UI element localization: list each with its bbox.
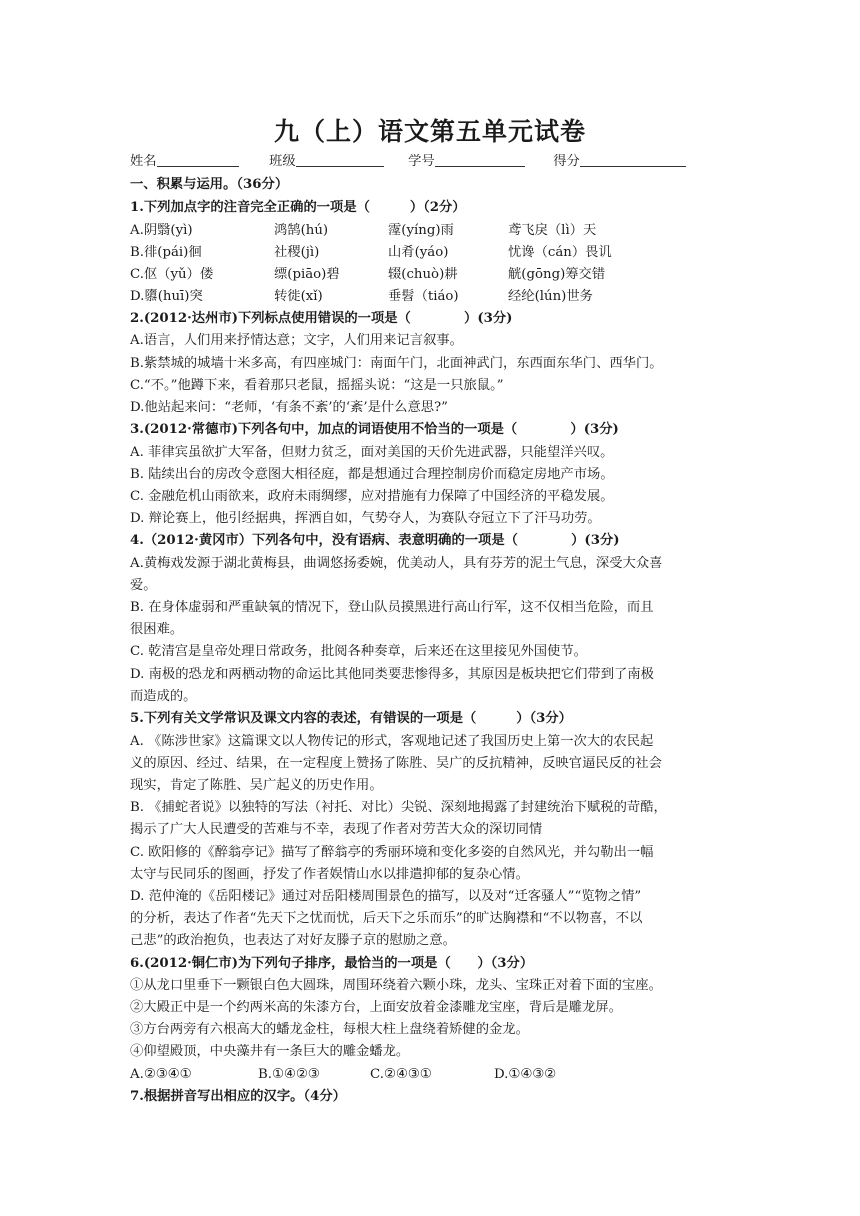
question-7-stem: 7.根据拼音写出相应的汉字。（4分） <box>130 1089 346 1104</box>
q1-option: B.徘(pái)徊 <box>130 245 202 260</box>
q1-option: 觥(gōng)筹交错 <box>508 267 606 282</box>
q1-option: 鸿鹄(hú) <box>274 223 329 238</box>
q5-line: 己悲”的政治抱负，也表达了对好友滕子京的慰励之意。 <box>130 933 456 948</box>
q6-sentence: ①从龙口里垂下一颗银白色大圆珠，周围环绕着六颗小珠，龙头、宝珠正对着下面的宝座。 <box>130 978 662 993</box>
question-1-stem: 1.下列加点字的注音完全正确的一项是（ ）（2分） <box>130 200 466 215</box>
q5-line: 太守与民同乐的图画，抒发了作者娱情山水以排遣抑郁的复杂心情。 <box>130 867 529 882</box>
q5-line: 义的原因、经过、结果，在一定程度上赞扬了陈胜、吴广的反抗精神，反映官逼民反的社会 <box>130 756 662 771</box>
q1-option: 霪(yíng)雨 <box>388 223 454 238</box>
q5-line: 现实，肯定了陈胜、吴广起义的历史作用。 <box>130 778 383 793</box>
q5-line: C. 欧阳修的《醉翁亭记》描写了醉翁亭的秀丽环境和变化多姿的自然风光，并勾勒出一幅 <box>130 845 654 860</box>
q1-option: 山肴(yáo) <box>388 245 449 260</box>
name-label: 姓名 <box>130 154 157 169</box>
q5-line: A. 《陈涉世家》这篇课文以人物传记的形式，客观地记述了我国历史上第一次大的农民起 <box>130 734 654 749</box>
q5-line: B. 《捕蛇者说》以独特的写法（衬托、对比）尖锐、深刻地揭露了封建统治下赋税的苛酷， <box>130 800 667 815</box>
q2-option: D.他站起来问：“老师，‘有条不紊’的‘紊’是什么意思?” <box>130 400 448 415</box>
q2-option: C.“不。”他蹲下来，看着那只老鼠，摇摇头说：“这是一只旅鼠。” <box>130 378 504 393</box>
q4-line: 很困难。 <box>130 622 184 637</box>
q1-option: 辍(chuò)耕 <box>388 267 458 282</box>
q1-option: A.阴翳(yì) <box>130 223 193 238</box>
q6-sentence: ④仰望殿顶，中央藻井有一条巨大的雕金蟠龙。 <box>130 1044 410 1059</box>
question-4-stem: 4.（2012·黄冈市）下列各句中，没有语病、表意明确的一项是（ ）(3分) <box>130 533 620 548</box>
class-label: 班级 <box>269 154 296 169</box>
q1-option: 忧谗（cán）畏讥 <box>508 245 612 260</box>
q2-option: B.紫禁城的城墙十米多高，有四座城门：南面午门，北面神武门，东西面东华门、西华门。 <box>130 356 663 371</box>
q1-option: D.隳(huī)突 <box>130 289 203 304</box>
q4-line: C. 乾清宫是皇帝处理日常政务，批阅各种奏章，后来还在这里接见外国使节。 <box>130 644 587 659</box>
q6-choice: C.②④③① <box>370 1067 432 1082</box>
question-6-stem: 6.(2012·铜仁市)为下列句子排序，最恰当的一项是（ ）（3分） <box>130 956 534 971</box>
q3-option: A. 菲律宾虽欲扩大军备，但财力贫乏，面对美国的天价先进武器，只能望洋兴叹。 <box>130 445 614 460</box>
q4-line: 爱。 <box>130 578 157 593</box>
q4-line: A.黄梅戏发源于湖北黄梅县，曲调悠扬委婉，优美动人，具有芬芳的泥土气息，深受大众喜 <box>130 556 663 571</box>
q1-option: 缥(piāo)碧 <box>274 267 340 282</box>
q4-line: 而造成的。 <box>130 689 197 704</box>
score-label: 得分 <box>553 154 580 169</box>
question-2-stem: 2.(2012·达州市)下列标点使用错误的一项是（ ）(3分) <box>130 311 513 326</box>
q6-sentence: ③方台两旁有六根高大的蟠龙金柱，每根大柱上盘绕着矫健的金龙。 <box>130 1022 529 1037</box>
q6-sentence: ②大殿正中是一个约两米高的朱漆方台，上面安放着金漆雕龙宝座，背后是雕龙屏。 <box>130 1000 622 1015</box>
q1-option: C.伛（yǔ）偻 <box>130 267 214 282</box>
q1-option: 社稷(jì) <box>274 245 320 260</box>
name-field[interactable] <box>157 152 239 167</box>
id-label: 学号 <box>408 154 435 169</box>
q1-option: 鸢飞戾（lì）天 <box>508 223 597 238</box>
q4-line: B. 在身体虚弱和严重缺氧的情况下，登山队员摸黑进行高山行军，这不仅相当危险，而且 <box>130 600 654 615</box>
q5-line: 揭示了广大人民遭受的苦难与不幸，表现了作者对劳苦大众的深切同情 <box>130 822 543 837</box>
q2-option: A.语言，人们用来抒情达意；文字，人们用来记言叙事。 <box>130 333 463 348</box>
q5-line: D. 范仲淹的《岳阳楼记》通过对岳阳楼周围景色的描写，以及对“迁客骚人”“览物之情” <box>130 889 642 904</box>
q3-option: D. 辩论赛上，他引经据典，挥洒自如，气势夺人，为赛队夺冠立下了汗马功劳。 <box>130 511 601 526</box>
id-field[interactable] <box>435 152 525 167</box>
q1-option: 垂髫（tiáo) <box>388 289 459 304</box>
q1-option: 经纶(lún)世务 <box>508 289 593 304</box>
q6-choice: A.②③④① <box>130 1067 192 1082</box>
q3-option: C. 金融危机山雨欲来，政府未雨绸缪，应对措施有力保障了中国经济的平稳发展。 <box>130 489 614 504</box>
q6-choice: B.①④②③ <box>258 1067 320 1082</box>
q6-choice: D.①④③② <box>494 1067 557 1082</box>
q1-option: 转徙(xǐ) <box>274 289 323 304</box>
question-5-stem: 5.下列有关文学常识及课文内容的表述，有错误的一项是（ ）（3分） <box>130 711 572 726</box>
class-field[interactable] <box>296 152 384 167</box>
q3-option: B. 陆续出台的房改令意图大相径庭，都是想通过合理控制房价而稳定房地产市场。 <box>130 467 614 482</box>
score-field[interactable] <box>580 152 686 167</box>
page-title: 九（上）语文第五单元试卷 <box>273 117 586 146</box>
student-info-row <box>130 152 686 172</box>
section-heading: 一、积累与运用。（36分） <box>130 177 289 192</box>
q5-line: 的分析，表达了作者“先天下之忧而忧，后天下之乐而乐”的旷达胸襟和“不以物喜，不以 <box>130 911 643 926</box>
q4-line: D. 南极的恐龙和两栖动物的命运比其他同类要悲惨得多，其原因是板块把它们带到了南极 <box>130 667 654 682</box>
question-3-stem: 3.(2012·常德市)下列各句中，加点的词语使用不恰当的一项是（ ）(3分) <box>130 422 619 437</box>
